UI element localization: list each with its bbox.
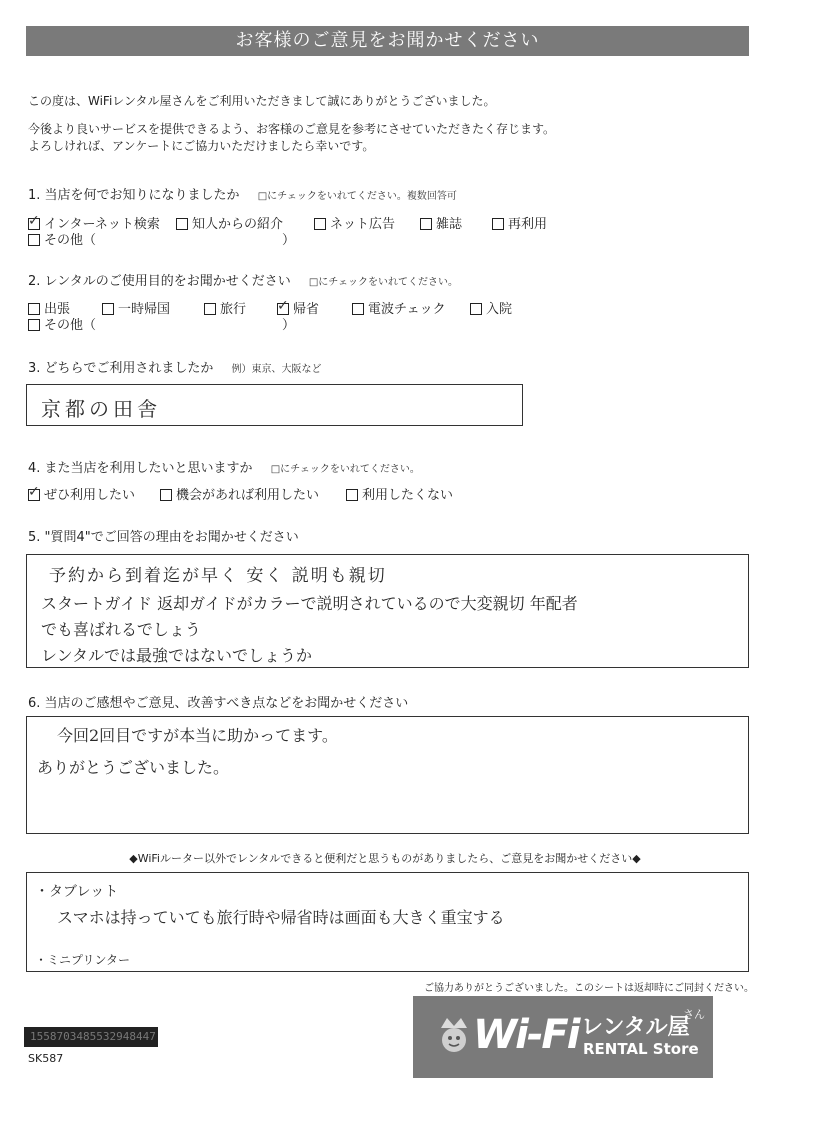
q1-option-referral[interactable]: [176, 213, 283, 232]
checkbox[interactable]: [28, 303, 40, 315]
logo-wifi-text: Wi-Fi: [473, 1012, 579, 1058]
question-4-text: 4. また当店を利用したいと思いますか: [28, 461, 253, 476]
q3-answer-text: 京都の田舎: [41, 397, 161, 421]
q1-other-close: ）: [282, 233, 296, 248]
checkbox[interactable]: [102, 303, 114, 315]
question-4-label: [28, 457, 420, 476]
q7-answer-line-1: ・タブレット: [35, 884, 119, 900]
footer-thanks: ご協力ありがとうございました。このシートは返却時にご同封ください。: [424, 983, 754, 994]
checkbox-checked[interactable]: [28, 212, 40, 230]
option-label: 雑誌: [436, 217, 463, 232]
option-label: 一時帰国: [118, 302, 171, 317]
question-6-label: 6. 当店のご感想やご意見、改善すべき点などをお聞かせください: [28, 696, 409, 711]
checkbox-checked[interactable]: [277, 297, 289, 315]
logo-rental-text: レンタル屋: [581, 1015, 690, 1040]
option-label: 利用したくない: [362, 488, 454, 503]
serial-number: SK587: [28, 1052, 64, 1065]
question-1-label: [28, 184, 457, 203]
q7-answer-line-3: ・ミニプリンター: [35, 953, 131, 967]
option-label: ぜひ利用したい: [44, 488, 136, 503]
q7-answer-box[interactable]: [26, 872, 749, 972]
question-7-label: ◆WiFiルーター以外でレンタルできると便利だと思うものがありましたら、ご意見をお聞かせください◆: [129, 852, 641, 865]
checkbox[interactable]: [346, 489, 358, 501]
option-label: 出張: [44, 302, 71, 317]
q1-option-reuse[interactable]: [492, 213, 547, 232]
brand-logo: [413, 996, 713, 1078]
page-title: お客様のご意見をお聞かせください: [26, 26, 749, 56]
checkbox[interactable]: [176, 218, 188, 230]
check-mark-icon: ✓: [28, 212, 40, 229]
checkbox[interactable]: [492, 218, 504, 230]
q4-option-definitely[interactable]: [28, 484, 135, 503]
q1-option-ad[interactable]: [314, 213, 395, 232]
q6-answer-box[interactable]: [26, 716, 749, 834]
question-2-label: [28, 270, 458, 289]
checkbox[interactable]: [204, 303, 216, 315]
q2-other-close: ）: [282, 318, 296, 333]
option-label: 入院: [486, 302, 513, 317]
q1-option-other[interactable]: [28, 229, 96, 248]
question-2-note: □にチェックをいれてください。: [308, 277, 458, 288]
crown-mascot-icon: [437, 1014, 471, 1054]
checkbox-checked[interactable]: [28, 483, 40, 501]
intro-line-2: 今後より良いサービスを提供できるよう、お客様のご意見を参考にさせていただきたく存じます。: [28, 122, 556, 136]
q5-answer-line-4: レンタルでは最強ではないでしょうか: [41, 646, 312, 665]
question-4-note: □にチェックをいれてください。: [270, 464, 420, 475]
question-3-label: [28, 357, 322, 376]
option-label: 旅行: [220, 302, 247, 317]
option-label: 再利用: [508, 217, 548, 232]
q4-option-no[interactable]: [346, 484, 453, 503]
q2-option-hospital[interactable]: [470, 298, 512, 317]
option-label: その他（: [44, 318, 97, 333]
question-5-label: 5. "質問4"でご回答の理由をお聞かせください: [28, 530, 299, 545]
q4-option-if-chance[interactable]: [160, 484, 319, 503]
q5-answer-line-2: スタートガイド 返却ガイドがカラーで説明されているので大変親切 年配者: [41, 594, 578, 613]
logo-store-text: RENTAL Store: [583, 1040, 699, 1058]
q5-answer-line-3: でも喜ばれるでしょう: [41, 620, 201, 639]
q2-option-other[interactable]: [28, 314, 96, 333]
q2-option-signal-check[interactable]: [352, 298, 446, 317]
logo-san-text: さん: [683, 1008, 705, 1021]
checkbox[interactable]: [470, 303, 482, 315]
q6-answer-line-1: 今回2回目ですが本当に助かってます。: [57, 726, 338, 745]
check-mark-icon: ✓: [277, 297, 289, 314]
question-1-note: □にチェックをいれてください。複数回答可: [257, 191, 457, 202]
option-label: インターネット検索: [44, 217, 160, 232]
option-label: ネット広告: [330, 217, 396, 232]
q7-answer-line-2: スマホは持っていても旅行時や帰省時は画面も大きく重宝する: [57, 908, 505, 927]
question-2-text: 2. レンタルのご使用目的をお聞かせください: [28, 274, 291, 289]
intro-line-1: この度は、WiFiレンタル屋さんをご利用いただきまして誠にありがとうございました。: [28, 94, 496, 108]
checkbox[interactable]: [160, 489, 172, 501]
checkbox[interactable]: [28, 319, 40, 331]
question-1-text: 1. 当店を何でお知りになりましたか: [28, 188, 240, 203]
q6-answer-line-2: ありがとうございました。: [37, 758, 230, 777]
question-3-text: 3. どちらでご利用されましたか: [28, 361, 214, 376]
checkbox[interactable]: [314, 218, 326, 230]
q3-answer-box[interactable]: [26, 384, 523, 426]
option-label: 帰省: [293, 302, 320, 317]
q5-answer-line-1: 予約から到着迄が早く 安く 説明も親切: [49, 566, 387, 586]
q2-option-travel[interactable]: [204, 298, 246, 317]
q5-answer-box[interactable]: [26, 554, 749, 668]
intro-line-3: よろしければ、アンケートにご協力いただけましたら幸いです。: [28, 139, 375, 153]
option-label: 知人からの紹介: [192, 217, 284, 232]
q2-option-temp-return[interactable]: [102, 298, 170, 317]
checkbox[interactable]: [352, 303, 364, 315]
check-mark-icon: ✓: [28, 483, 40, 500]
q1-option-magazine[interactable]: [420, 213, 462, 232]
option-label: 機会があれば利用したい: [176, 488, 320, 503]
checkbox[interactable]: [28, 234, 40, 246]
option-label: 電波チェック: [368, 302, 446, 317]
checkbox[interactable]: [420, 218, 432, 230]
question-3-note: 例）東京、大阪など: [231, 364, 322, 375]
option-label: その他（: [44, 233, 97, 248]
barcode-number: 1558703485532948447: [30, 1030, 156, 1043]
